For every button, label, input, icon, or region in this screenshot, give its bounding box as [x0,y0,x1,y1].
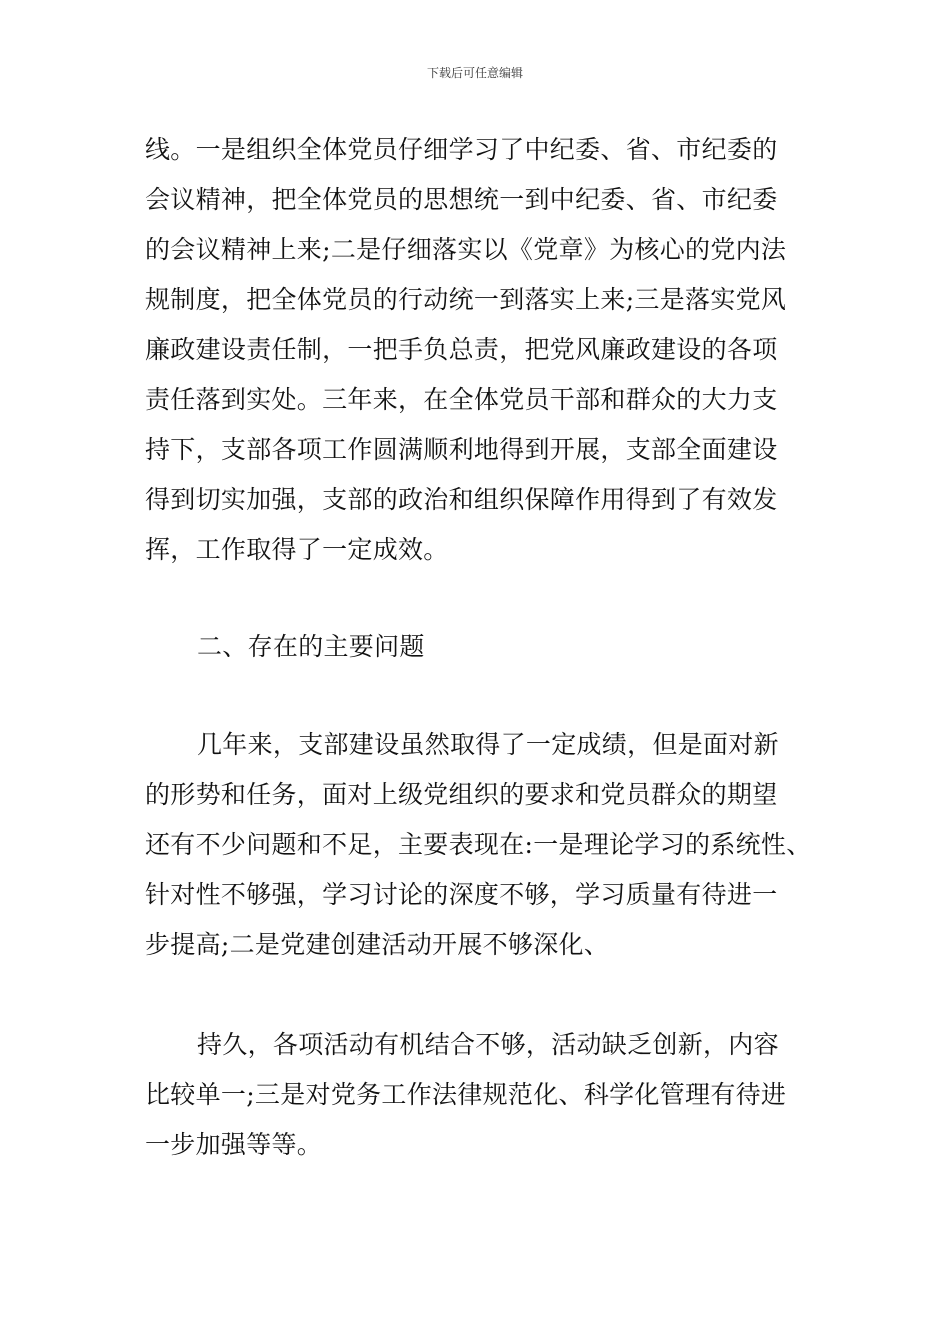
paragraph-line: 责任落到实处。三年来，在全体党员干部和群众的大力支 [145,385,778,414]
paragraph-line: 持下，支部各项工作圆满顺利地得到开展，支部全面建设 [145,435,778,464]
paragraph-line: 步提高;二是党建创建活动开展不够深化、 [145,930,610,959]
paragraph-line: 得到切实加强，支部的政治和组织保障作用得到了有效发 [145,485,778,514]
section-heading-problems [145,622,815,672]
paragraph-line: 一步加强等等。 [145,1130,323,1159]
paragraph-line: 的会议精神上来;二是仔细落实以《党章》为核心的党内法 [145,235,787,264]
paragraph-line: 会议精神，把全体党员的思想统一到中纪委、省、市纪委 [145,185,778,214]
paragraph-line: 还有不少问题和不足，主要表现在:一是理论学习的系统性、 [145,830,812,859]
paragraph-line: 持久，各项活动有机结合不够，活动缺乏创新，内容 [197,1030,779,1059]
page-header: 下载后可任意编辑 [426,66,523,80]
paragraph-line: 线。一是组织全体党员仔细学习了中纪委、省、市纪委的 [145,135,778,164]
paragraph-line: 的形势和任务，面对上级党组织的要求和党员群众的期望 [145,780,778,809]
paragraph-line: 规制度，把全体党员的行动统一到落实上来;三是落实党风 [145,285,787,314]
paragraph-line: 廉政建设责任制，一把手负总责，把党风廉政建设的各项 [145,335,778,364]
section-heading: 二、存在的主要问题 [197,632,425,661]
paragraph-line: 几年来，支部建设虽然取得了一定成绩，但是面对新 [197,730,779,759]
paragraph-problems [145,720,815,970]
paragraph-line: 挥，工作取得了一定成效。 [145,535,449,564]
paragraph-problems-continued [145,1020,815,1170]
paragraph-line: 针对性不够强，学习讨论的深度不够，学习质量有待进一 [145,880,778,909]
paragraph-achievements [145,125,815,575]
paragraph-line: 比较单一;三是对党务工作法律规范化、科学化管理有待进 [145,1080,787,1109]
